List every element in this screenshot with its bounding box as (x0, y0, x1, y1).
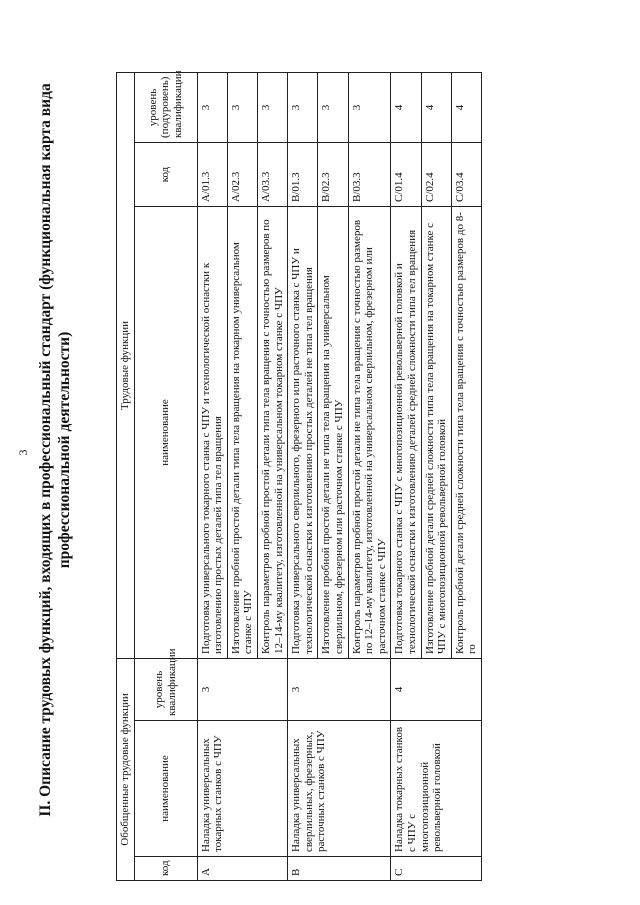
table-row (288, 72, 318, 880)
group-level: 3 (288, 658, 391, 720)
header-level: уровень квалификации (134, 658, 197, 720)
header-row-2 (134, 72, 197, 880)
table-row (391, 72, 421, 880)
header-function-code: код (134, 142, 197, 206)
function-code: А/03.3 (257, 142, 287, 206)
function-code: С/01.4 (391, 142, 421, 206)
function-level: 3 (257, 72, 287, 142)
function-code: В/02.3 (318, 142, 348, 206)
page-number: 3 (16, 449, 30, 456)
function-code: А/01.3 (197, 142, 227, 206)
function-level: 4 (451, 72, 481, 142)
group-code: В (288, 857, 391, 881)
function-name: Изготовление пробной простой детали не типа тела вращения на универсальном сверлильном, фрезерном или расточном станке с ЧПУ (318, 206, 348, 658)
function-code: С/03.4 (451, 142, 481, 206)
function-name: Контроль параметров пробной простой детали типа тела вращения с точностью размеров по 12–14-му квалитету, изготовленной на универсальном токарном станке с ЧПУ (257, 206, 287, 658)
function-name: Контроль параметров пробной простой детали не типа тела вращения с точностью размеров по 12–14-му квалитету, изготовленной на универсальном сверлильном, фрезерном или расточном станке с ЧПУ (348, 206, 391, 658)
group-name: Наладка универсальных токарных станков с ЧПУ (197, 721, 288, 857)
function-level: 4 (391, 72, 421, 142)
function-level: 3 (197, 72, 227, 142)
header-code: код (134, 857, 197, 881)
function-name: Изготовление пробной простой детали типа тела вращения на токарном универсальном станке с ЧПУ (227, 206, 257, 658)
functional-map-table (116, 72, 482, 881)
function-level: 3 (288, 72, 318, 142)
group-level: 4 (391, 658, 482, 720)
function-code: В/01.3 (288, 142, 318, 206)
table-row (197, 72, 227, 880)
function-code: С/02.4 (421, 142, 451, 206)
group-name: Наладка универсальных сверлильных, фрезерных, расточных станков с ЧПУ (288, 721, 391, 857)
function-name: Подготовка универсального токарного станка с ЧПУ и технологической оснастки к изготовлению простых деталей типа тел вращения (197, 206, 227, 658)
header-generalized-functions: Обобщенные трудовые функции (117, 658, 135, 880)
function-level: 4 (421, 72, 451, 142)
header-labor-functions: Трудовые функции (117, 72, 135, 658)
header-function-name: наименование (134, 206, 197, 658)
group-name: Наладка токарных станков с ЧПУ с многопозиционной револьверной головкой (391, 721, 482, 857)
header-row-1 (117, 72, 135, 880)
function-name: Изготовление пробной детали средней сложности типа тела вращения на токарном станке с ЧПУ с многопозиционной револьверной головкой (421, 206, 451, 658)
function-name: Подготовка токарного станка с ЧПУ с многопозиционной револьверной головкой и технологической оснастки к изготовлению деталей средней сложности типа тел вращения (391, 206, 421, 658)
function-level: 3 (227, 72, 257, 142)
group-level: 3 (197, 658, 288, 720)
function-level: 3 (348, 72, 391, 142)
group-code: А (197, 857, 288, 881)
header-sublevel: уровень (подуровень) квалификации (134, 72, 197, 142)
function-code: В/03.3 (348, 142, 391, 206)
section-heading: II. Описание трудовых функций, входящих в профессиональный стандарт (функциональная карта вида профессиональной деятельности) (37, 83, 73, 817)
function-name: Подготовка универсального сверлильного, фрезерного или расточного станка с ЧПУ и технологической оснастки к изготовлению простых деталей не типа тел вращения (288, 206, 318, 658)
function-code: А/02.3 (227, 142, 257, 206)
header-name: наименование (134, 721, 197, 857)
function-name: Контроль пробной детали средней сложности типа тела вращения с точностью размеров до 8-го (451, 206, 481, 658)
function-level: 3 (318, 72, 348, 142)
group-code: С (391, 857, 482, 881)
